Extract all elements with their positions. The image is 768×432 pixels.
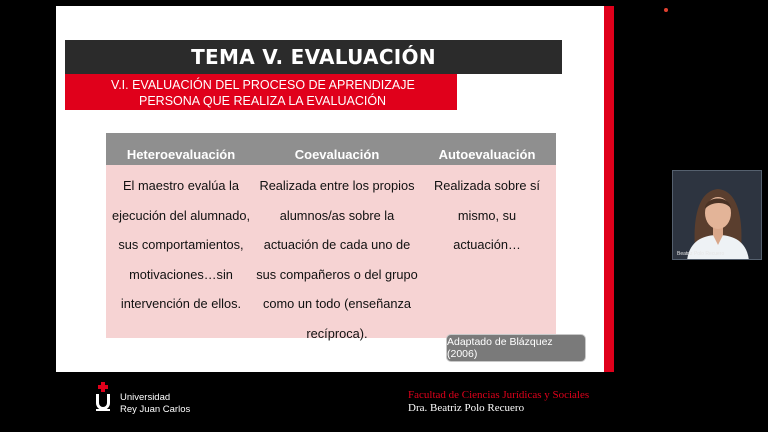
webcam-participant-name: Beatriz Polo Recuero [677, 251, 725, 257]
evaluation-table [106, 133, 556, 341]
table-cell-line: sus compañeros o del grupo [256, 266, 418, 282]
university-logo-icon [94, 382, 112, 412]
table-cell-line: ejecución del alumnado, [111, 207, 251, 223]
table-cell-line: mismo, su [457, 207, 517, 223]
slide-subtitle-banner [65, 74, 457, 110]
presenter-avatar [673, 171, 762, 260]
table-cell-line: recíproca). [306, 325, 368, 341]
table-column-autoevaluacion [418, 171, 556, 260]
table-cell-line: sus comportamientos, [118, 237, 244, 252]
table-header-row [106, 133, 556, 165]
webcam-thumbnail[interactable] [672, 170, 762, 260]
table-cell-line: alumnos/as sobre la [279, 207, 395, 223]
slide-title: TEMA V. EVALUACIÓN [65, 40, 562, 74]
teacher-name: Dra. Beatriz Polo Recuero [408, 402, 525, 414]
table-cell-line: actuación de cada uno de [263, 237, 411, 252]
table-cell-line: El maestro evalúa la [123, 178, 239, 193]
header-autoevaluacion: Autoevaluación [438, 147, 536, 162]
table-cell-line: motivaciones…sin [129, 266, 233, 282]
table-cell-line: intervención de ellos. [120, 296, 242, 311]
source-citation-badge: Adaptado de Blázquez (2006) [446, 334, 586, 362]
table-cell-line: Realizada entre los propios [259, 178, 415, 193]
university-name [120, 392, 190, 416]
table-column-heteroevaluacion [106, 171, 256, 319]
faculty-name: Facultad de Ciencias Jurídicas y Sociales [408, 389, 590, 401]
presentation-slide [56, 6, 610, 372]
university-name-line-1: Universidad [120, 392, 171, 403]
table-column-coevaluacion [256, 171, 418, 348]
subtitle-line-2: PERSONA QUE REALIZA LA EVALUACIÓN [139, 94, 387, 108]
table-cell-line: Realizada sobre sí [434, 178, 540, 193]
slide-accent-strip [604, 6, 614, 372]
table-cell-line: actuación… [453, 237, 521, 252]
header-coevaluacion: Coevaluación [294, 147, 380, 162]
university-name-line-2: Rey Juan Carlos [120, 404, 191, 415]
header-heteroevaluacion: Heteroevaluación [126, 147, 236, 162]
subtitle-line-1: V.I. EVALUACIÓN DEL PROCESO DE APRENDIZAJE [111, 78, 415, 92]
recording-indicator [664, 8, 668, 12]
table-cell-line: como un todo (enseñanza [263, 296, 411, 311]
